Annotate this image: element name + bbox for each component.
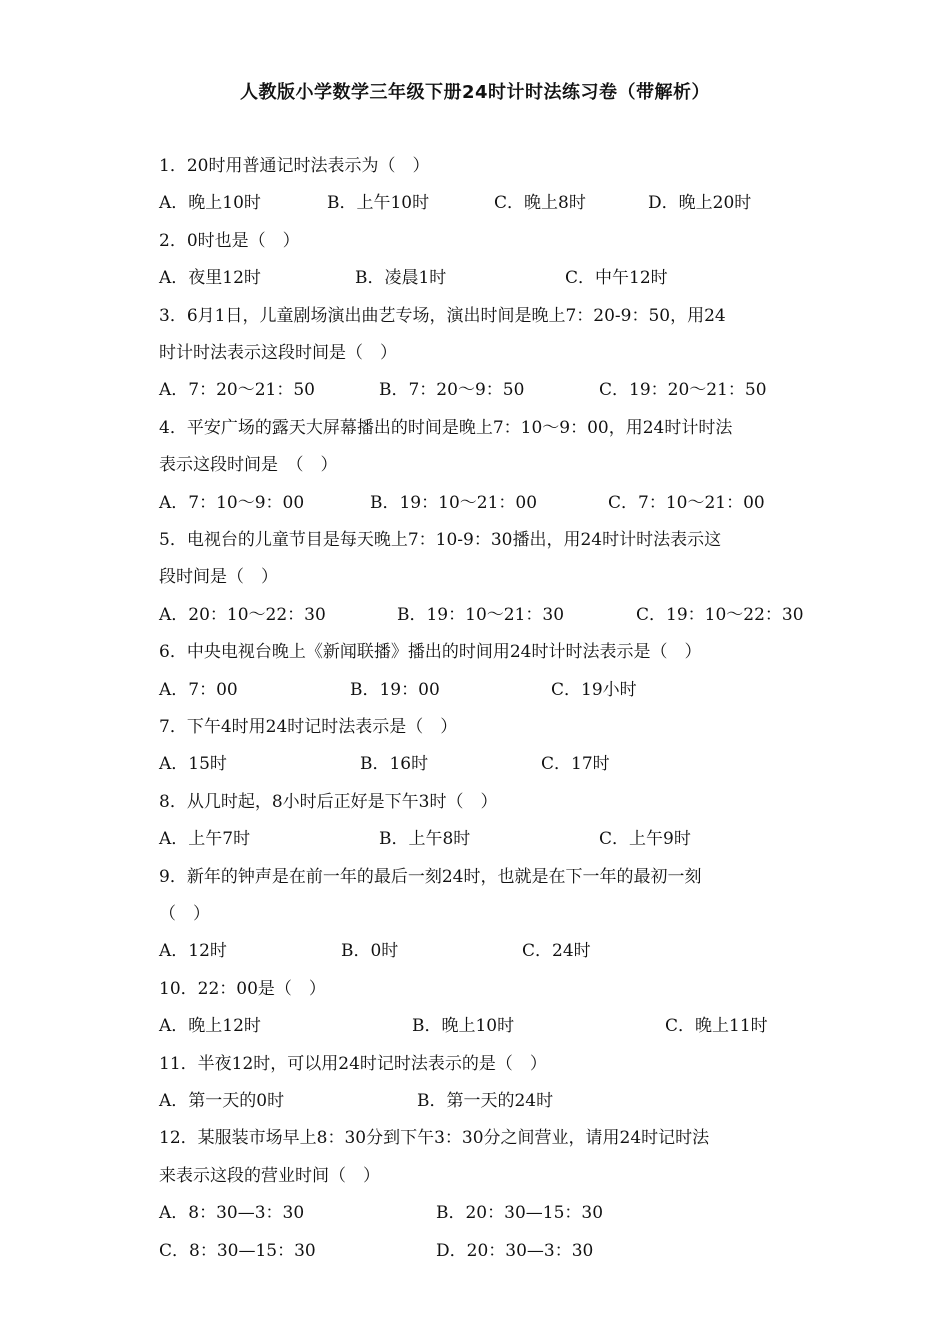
answer-option: A．晚上10时 xyxy=(159,193,261,214)
question-text: 8．从几时起，8小时后正好是下午3时（ ） xyxy=(159,791,498,812)
answer-option: C．24时 xyxy=(522,941,591,962)
answer-option: D．20：30—3：30 xyxy=(436,1240,594,1261)
answer-option: A．上午7时 xyxy=(159,829,251,850)
page-title: 人教版小学数学三年级下册24时计时法练习卷（带解析） xyxy=(239,82,711,103)
answer-option: A．8：30—3：30 xyxy=(159,1203,305,1224)
answer-option: C．19：20～21：50 xyxy=(599,380,767,401)
answer-option: B．20：30—15：30 xyxy=(436,1203,604,1224)
question-text-continued: 来表示这段的营业时间（ ） xyxy=(159,1165,380,1186)
question-text: 12．某服装市场早上8：30分到下午3：30分之间营业，请用24时记时法 xyxy=(159,1128,710,1149)
answer-option: A．7：10～9：00 xyxy=(159,492,305,513)
question-text: 7．下午4时用24时记时法表示是（ ） xyxy=(159,717,458,737)
question-text: 3．6月1日，儿童剧场演出曲艺专场，演出时间是晚上7：20-9：50，用24 xyxy=(159,305,726,326)
answer-option: C．8：30—15：30 xyxy=(159,1240,316,1261)
answer-option: B．上午10时 xyxy=(327,193,430,214)
question-text: 2．0时也是（ ） xyxy=(159,230,300,251)
question-text: 9．新年的钟声是在前一年的最后一刻24时，也就是在下一年的最初一刻 xyxy=(159,866,702,887)
answer-option: B．上午8时 xyxy=(379,829,471,850)
answer-option: A．20：10～22：30 xyxy=(159,604,326,625)
answer-option: B．16时 xyxy=(360,754,429,775)
question-text: 11．半夜12时，可以用24时记时法表示的是（ ） xyxy=(159,1053,547,1074)
question-text-continued: （ ） xyxy=(159,904,210,924)
answer-option: C．17时 xyxy=(541,754,610,775)
answer-option: C．7：10～21：00 xyxy=(608,492,765,513)
answer-option: D．晚上20时 xyxy=(648,193,752,214)
answer-option: A．夜里12时 xyxy=(159,268,261,289)
answer-option: C．晚上8时 xyxy=(494,193,586,214)
answer-option: A．晚上12时 xyxy=(159,1016,261,1037)
answer-option: B．7：20～9：50 xyxy=(379,380,525,401)
answer-option: C．19：10～22：30 xyxy=(636,604,804,625)
answer-option: B．凌晨1时 xyxy=(355,268,447,289)
question-text: 10．22：00是（ ） xyxy=(159,978,326,999)
answer-option: C．中午12时 xyxy=(565,268,668,289)
question-text-continued: 段时间是（ ） xyxy=(159,567,278,588)
answer-option: A．12时 xyxy=(159,941,227,962)
answer-option: B．第一天的24时 xyxy=(417,1091,554,1111)
question-text-continued: 时计时法表示这段时间是（ ） xyxy=(159,343,397,363)
answer-option: A．15时 xyxy=(159,754,227,775)
answer-option: B．19：10～21：30 xyxy=(397,604,565,625)
question-text: 4．平安广场的露天大屏幕播出的时间是晚上7：10～9：00，用24时计时法 xyxy=(159,417,733,438)
question-text: 1．20时用普通记时法表示为（ ） xyxy=(159,156,430,176)
answer-option: B．0时 xyxy=(341,941,399,962)
answer-option: B．19：00 xyxy=(350,679,440,700)
question-text-continued: 表示这段时间是 （ ） xyxy=(159,455,338,476)
answer-option: A．7：00 xyxy=(159,679,238,700)
answer-option: A．第一天的0时 xyxy=(159,1091,285,1111)
answer-option: C．上午9时 xyxy=(599,829,691,850)
answer-option: B．晚上10时 xyxy=(412,1016,515,1037)
answer-option: A．7：20～21：50 xyxy=(159,380,315,401)
answer-option: B．19：10～21：00 xyxy=(370,492,538,513)
question-text: 5．电视台的儿童节目是每天晚上7：10-9：30播出，用24时计时法表示这 xyxy=(159,530,722,550)
answer-option: C．19小时 xyxy=(551,679,637,700)
answer-option: C．晚上11时 xyxy=(665,1016,768,1037)
question-text: 6．中央电视台晚上《新闻联播》播出的时间用24时计时法表示是（ ） xyxy=(159,642,702,663)
